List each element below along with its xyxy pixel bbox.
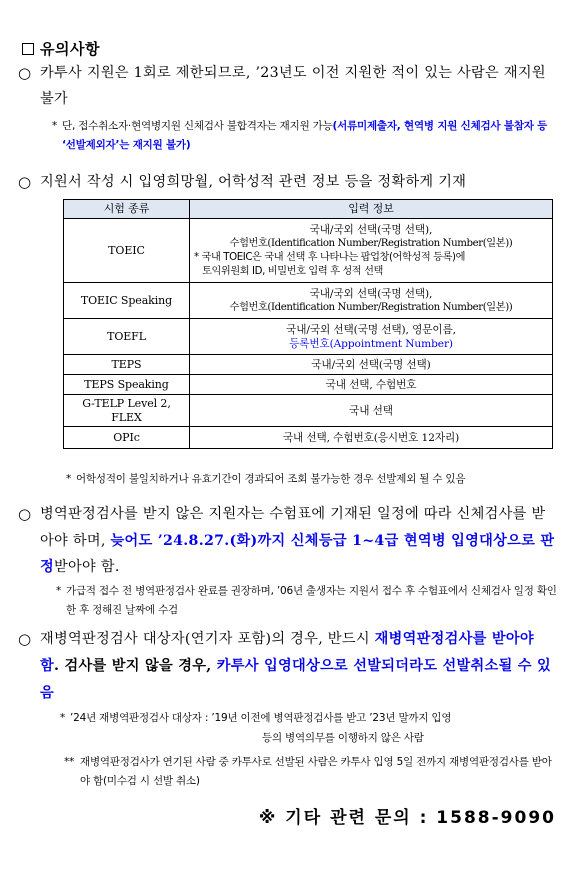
exam-info: 국내 선택 <box>190 395 553 427</box>
square-bullet-icon <box>22 43 34 55</box>
table-header-row <box>64 200 553 219</box>
circle-bullet-icon: ○ <box>18 64 32 82</box>
exam-info: 국내/국외 선택(국명 선택), 수험번호(Identification Number/Registration Number(일본)) * 국내 TOEIC은 국내 선택 후 나타나는 팝업창(어학성적 등록)에 토익위원회 ID, 비밀번호 입력 후 성적 선택 <box>190 219 553 283</box>
section-title-text: 유의사항 <box>40 40 100 58</box>
exam-name: OPIc <box>64 427 190 449</box>
note-re-exam-target-cont: 등의 병역의무를 이행하지 않은 사람 <box>262 732 424 744</box>
note-physical-exam: * 가급적 접수 전 병역판정검사 완료를 권장하며, ’06년 출생자는 지원서 접수 후 수험표에서 신체검사 일정 확인한 후 정해진 날짜에 수검 <box>66 582 558 620</box>
asterisk-mark: * <box>52 120 58 132</box>
exam-info: 국내 선택, 수험번호(응시번호 12자리) <box>190 427 553 449</box>
circle-bullet-icon: ○ <box>18 173 32 191</box>
section-title <box>22 38 100 59</box>
note-re-exam-target: * ’24년 재병역판정검사 대상자 : ’19년 이전에 병역판정검사를 받고 ’23년 말까지 입영 <box>70 709 558 728</box>
exam-name: TOEIC Speaking <box>64 283 190 319</box>
table-row <box>64 375 553 395</box>
header-input-info: 입력 정보 <box>190 200 553 219</box>
exam-name: TOEIC <box>64 219 190 283</box>
note-reapply: * 단, 접수취소자·현역병지원 신체검사 불합격자는 재지원 가능(서류미제출자, 현역병 지원 신체검사 불참자 등 ‘선발제외자’는 재지원 불가) <box>62 117 558 155</box>
exam-name: TOEFL <box>64 319 190 355</box>
asterisk-mark: * <box>56 585 62 597</box>
table-row <box>64 395 553 427</box>
note-re-exam-deadline: ** 재병역판정검사가 연기된 사람 중 카투사로 선발된 사람은 카투사 입영 5일 전까지 재병역판정검사를 받아야 함(미수검 시 선발 취소) <box>80 753 558 791</box>
asterisk-mark: ** <box>64 756 75 768</box>
exam-name: G-TELP Level 2, FLEX <box>64 395 190 427</box>
bullet-re-exam: ○ 재병역판정검사 대상자(연기자 포함)의 경우, 반드시 재병역판정검사를 받아야 함. 검사를 받지 않을 경우, 카투사 입영대상으로 선발되더라도 선발취소될 수 있음 <box>40 626 558 707</box>
table-row <box>64 319 553 355</box>
table-row <box>64 219 553 283</box>
exam-info: 국내 선택, 수험번호 <box>190 375 553 395</box>
exam-name: TEPS Speaking <box>64 375 190 395</box>
circle-bullet-icon: ○ <box>18 505 32 523</box>
table-row <box>64 355 553 375</box>
note-language-score: * 어학성적이 불일치하거나 유효기간이 경과되어 조회 불가능한 경우 선발제외 될 수 있음 <box>76 470 558 489</box>
exam-name: TEPS <box>64 355 190 375</box>
asterisk-mark: * <box>60 712 66 724</box>
contact-info: ※ 기타 관련 문의 : 1588-9090 <box>258 808 556 828</box>
circle-bullet-icon: ○ <box>18 630 32 648</box>
exam-info: 국내/국외 선택(국명 선택) <box>190 355 553 375</box>
asterisk-mark: * <box>66 473 72 485</box>
table-row <box>64 283 553 319</box>
table-row <box>64 427 553 449</box>
bullet-physical-exam: ○ 병역판정검사를 받지 않은 지원자는 수험표에 기재된 일정에 따라 신체검사를 받아야 하며, 늦어도 ’24.8.27.(화)까지 신체등급 1~4급 현역병 입영대상으로 판정받아야 함. <box>40 501 558 581</box>
header-exam-type: 시험 종류 <box>64 200 190 219</box>
bullet-application-info: ○ 지원서 작성 시 입영희망월, 어학성적 관련 정보 등을 정확하게 기재 <box>40 169 558 195</box>
exam-info: 국내/국외 선택(국명 선택), 수험번호(Identification Number/Registration Number(일본)) <box>190 283 553 319</box>
exam-input-table <box>63 199 553 449</box>
bullet-reapply: ○ 카투사 지원은 1회로 제한되므로, ’23년도 이전 지원한 적이 있는 사람은 재지원 불가 <box>40 60 558 112</box>
exam-info: 국내/국외 선택(국명 선택), 영문이름, 등록번호(Appointment Number) <box>190 319 553 355</box>
